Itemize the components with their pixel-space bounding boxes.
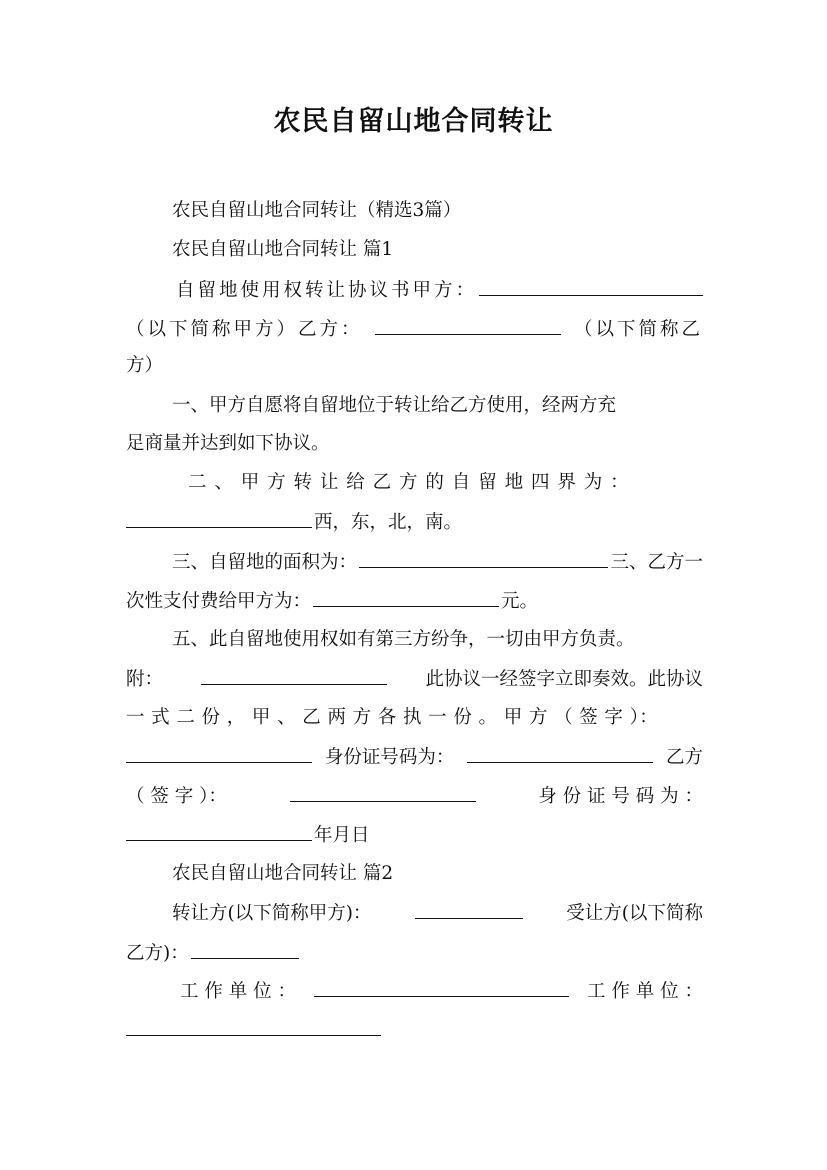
blank-line xyxy=(314,978,569,997)
paragraph-line: 足商量并达到如下协议。 xyxy=(126,433,330,454)
id-number-label: 身份证号码为： xyxy=(324,747,455,768)
paragraph-line xyxy=(126,1017,703,1043)
blank-line xyxy=(313,588,499,607)
area-label: 三、自留地的面积为： xyxy=(172,552,358,573)
paragraph-line xyxy=(126,316,703,342)
signature-label: （ 签 字 ）： xyxy=(126,786,227,807)
party-b-label: （以下简称甲方）乙方： xyxy=(126,319,363,340)
id-number-label: 身 份 证 号 码 为 ： xyxy=(538,786,703,807)
party-a-label: 自留地使用权转让协议书甲方： xyxy=(176,280,478,301)
paragraph-line: 一、甲方自愿将自留地位于转让给乙方使用，经两方充 xyxy=(172,395,617,416)
paragraph-line xyxy=(126,666,703,692)
blank-line xyxy=(126,744,312,763)
party-b-abbrev: 乙方)： xyxy=(126,943,189,964)
currency-text: 元。 xyxy=(501,591,539,612)
work-unit-label: 工 作 单 位 ： xyxy=(586,981,703,1002)
payment-label: 三、乙方一 xyxy=(610,552,703,573)
paragraph-line xyxy=(126,744,703,770)
paragraph-line xyxy=(126,509,703,535)
blank-line xyxy=(126,822,312,841)
blank-line xyxy=(201,666,387,685)
paragraph-line: 五、此自留地使用权如有第三方纷争，一切由甲方负责。 xyxy=(172,629,635,650)
paragraph-line xyxy=(172,900,703,926)
blank-line xyxy=(290,783,476,802)
paragraph-line xyxy=(172,549,703,575)
abbrev-text: （以下简称乙 xyxy=(573,319,703,340)
paragraph-line xyxy=(176,277,703,303)
paragraph-line: 二 、 甲 方 转 让 给 乙 方 的 自 留 地 四 界 为 ： xyxy=(188,472,630,493)
article1-heading: 农民自留山地合同转让 篇1 xyxy=(172,239,394,260)
paragraph-line: 一 式 二 份 ， 甲 、 乙 两 方 各 执 一 份 。 甲 方 （ 签 字 ）： xyxy=(126,707,659,728)
paragraph-line xyxy=(126,588,703,614)
blank-line xyxy=(359,549,608,568)
date-text: 年月日 xyxy=(314,825,370,846)
paragraph-line xyxy=(126,822,703,848)
payment-text: 次性支付费给甲方为： xyxy=(126,591,312,612)
work-unit-label: 工 作 单 位 ： xyxy=(180,981,297,1002)
paragraph-line xyxy=(126,940,703,966)
boundary-text: 西，东，北，南。 xyxy=(314,512,463,533)
intro-line: 农民自留山地合同转让（精选3篇） xyxy=(172,200,462,221)
transferor-label: 转让方(以下简称甲方)： xyxy=(172,903,372,924)
blank-line xyxy=(479,277,703,296)
blank-line xyxy=(191,940,299,959)
blank-line xyxy=(126,1017,381,1036)
paragraph-line xyxy=(126,783,703,809)
transferee-label: 受让方(以下简称 xyxy=(566,903,703,924)
blank-line xyxy=(126,509,312,528)
party-b-sign-label: 乙方 xyxy=(665,747,703,768)
blank-line xyxy=(415,900,523,919)
paragraph-line xyxy=(180,978,703,1004)
effective-text: 此协议一经签字立即奏效。此协议 xyxy=(425,669,703,690)
blank-line xyxy=(375,316,561,335)
blank-line xyxy=(467,744,653,763)
attachment-label: 附： xyxy=(126,669,164,690)
document-title: 农民自留山地合同转让 xyxy=(273,106,554,137)
paragraph-line: 方） xyxy=(126,355,164,376)
article2-heading: 农民自留山地合同转让 篇2 xyxy=(172,863,394,884)
